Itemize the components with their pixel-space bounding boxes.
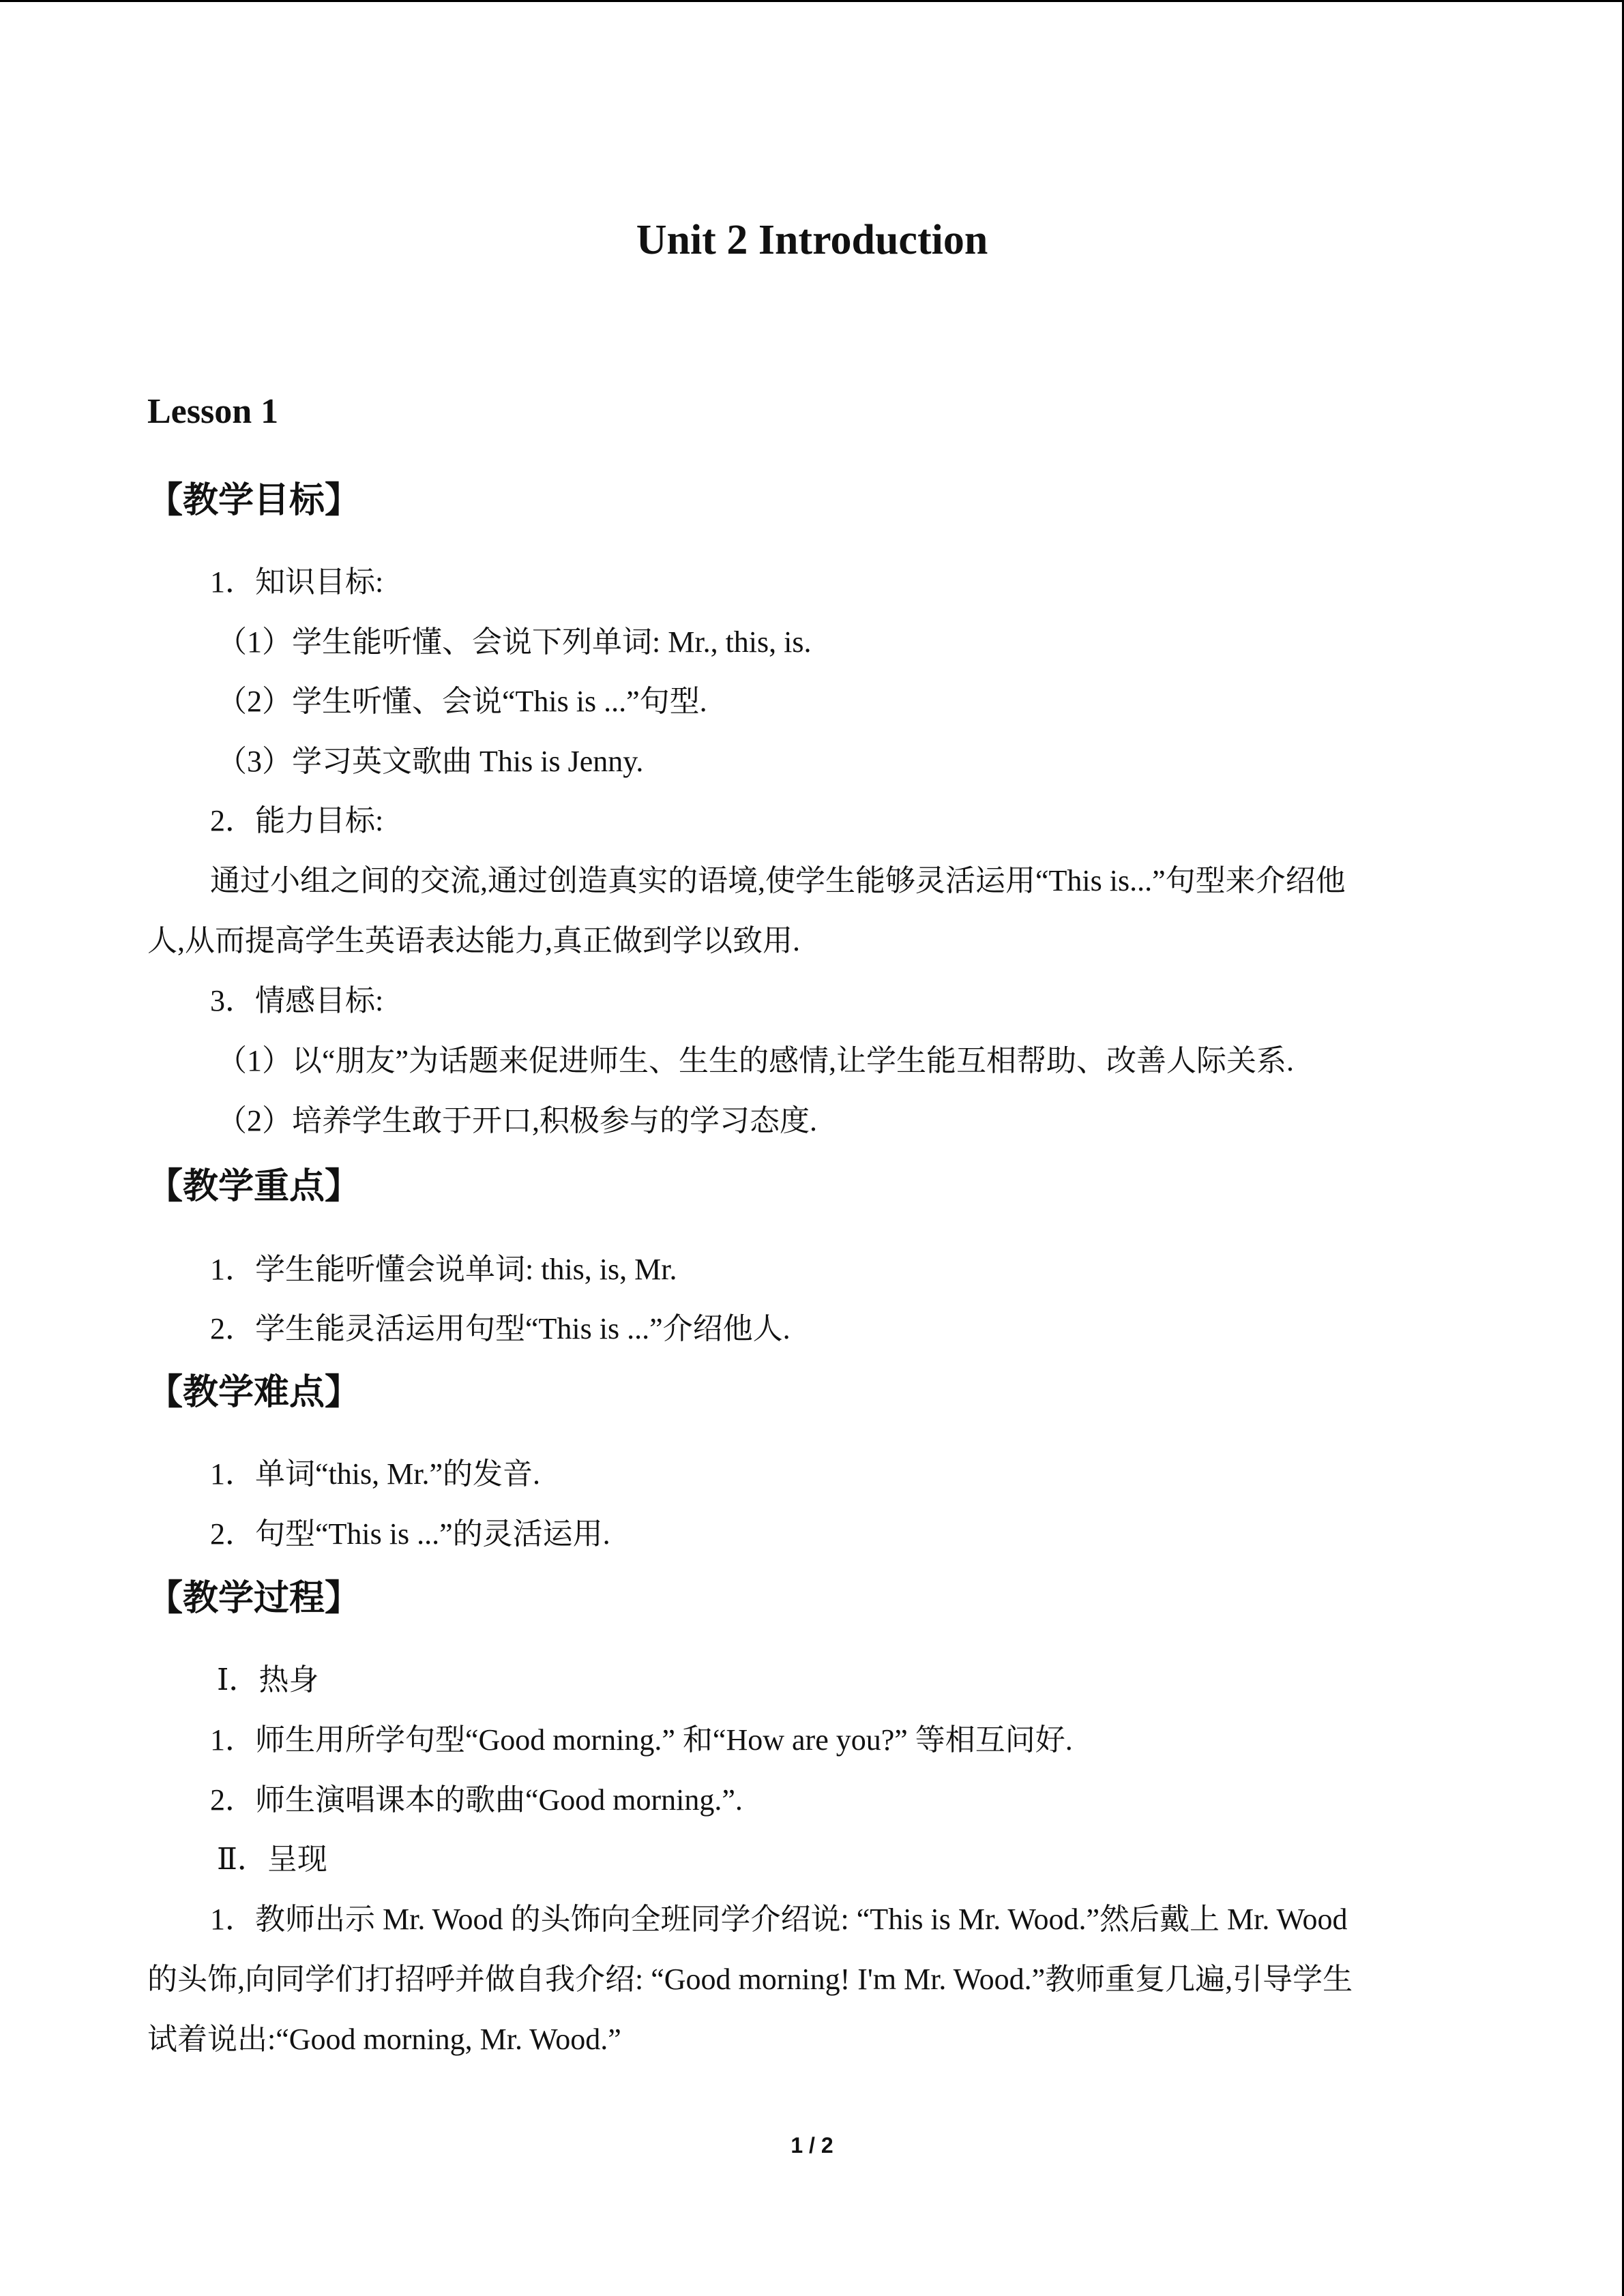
emotion-goal-1: （1）以“朋友”为话题来促进师生、生生的感情,让学生能互相帮助、改善人际关系. [217,1044,1295,1077]
warmup-step-1: 1．师生用所学句型“Good morning.” 和“How are you?” 等相互问好. [210,1723,1073,1757]
presentation-step-1-line2: 的头饰,向同学们打招呼并做自我介绍: “Good morning! I'm Mr. Wood.”教师重复几遍,引导学生 [147,1963,1353,1996]
page-border-top [0,0,1624,2]
document-title: Unit 2 Introduction [636,217,988,263]
emotion-goal-2: （2）培养学生敢于开口,积极参与的学习态度. [217,1104,817,1137]
knowledge-goal-2: （2）学生听懂、会说“This is ...”句型. [217,685,707,718]
warmup-step-2: 2．师生演唱课本的歌曲“Good morning.”. [210,1783,743,1817]
knowledge-goal-title: 1．知识目标: [210,565,384,599]
section-heading-key-points: 【教学重点】 [147,1166,361,1207]
presentation-step-1-line1: 1．教师出示 Mr. Wood 的头饰向全班同学介绍说: “This is Mr. Wood.”然后戴上 Mr. Wood [210,1903,1348,1936]
presentation-heading: Ⅱ．呈现 [217,1843,327,1876]
presentation-step-1-line3: 试着说出:“Good morning, Mr. Wood.” [147,2023,621,2056]
knowledge-goal-3: （3）学习英文歌曲 This is Jenny. [217,745,644,778]
section-heading-goals: 【教学目标】 [147,480,361,521]
section-heading-process: 【教学过程】 [147,1578,361,1619]
difficulty-1: 1．单词“this, Mr.”的发音. [210,1457,540,1491]
section-heading-difficulties: 【教学难点】 [147,1372,361,1413]
ability-goal-title: 2．能力目标: [210,804,384,837]
key-point-2: 2．学生能灵活运用句型“This is ...”介绍他人. [210,1312,791,1345]
key-point-1: 1．学生能听懂会说单词: this, is, Mr. [210,1253,677,1286]
difficulty-2: 2．句型“This is ...”的灵活运用. [210,1517,610,1551]
ability-goal-text-line2: 人,从而提高学生英语表达能力,真正做到学以致用. [147,924,800,957]
warmup-heading: Ⅰ．热身 [217,1663,319,1697]
ability-goal-text-line1: 通过小组之间的交流,通过创造真实的语境,使学生能够灵活运用“This is...”句型来介绍他 [210,864,1346,897]
lesson-heading: Lesson 1 [147,392,279,431]
emotion-goal-title: 3．情感目标: [210,984,384,1017]
knowledge-goal-1: （1）学生能听懂、会说下列单词: Mr., this, is. [217,625,812,659]
page-number: 1 / 2 [791,2133,833,2158]
